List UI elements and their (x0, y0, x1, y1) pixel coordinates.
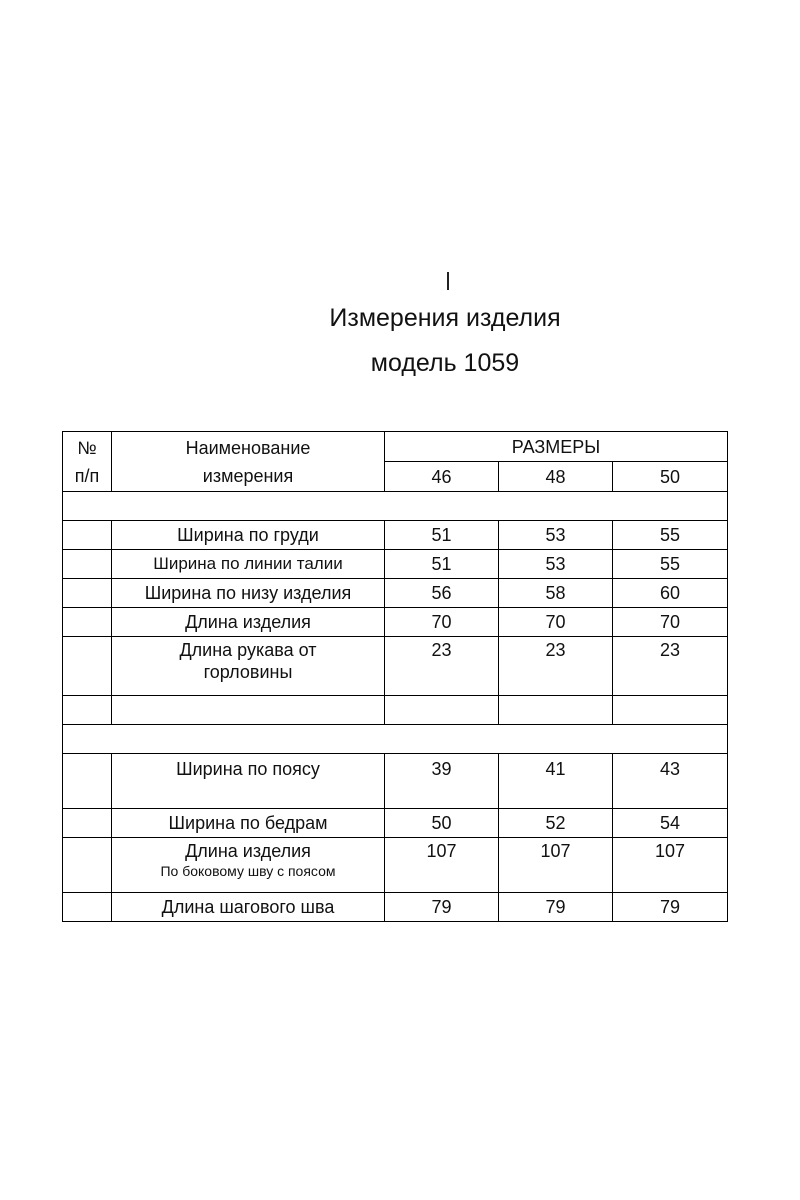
section-divider-row (63, 492, 728, 521)
empty-row (63, 696, 728, 725)
measure-value: 43 (613, 754, 728, 809)
measure-value: 53 (499, 550, 613, 579)
measure-value: 55 (613, 550, 728, 579)
measure-name: Ширина по груди (112, 521, 385, 550)
measure-name: Ширина по бедрам (112, 809, 385, 838)
measure-value: 60 (613, 579, 728, 608)
measure-name: Длина шагового шва (112, 893, 385, 922)
measure-value: 52 (499, 809, 613, 838)
measure-value: 23 (499, 637, 613, 696)
header-number-line1: № (77, 437, 97, 458)
header-name-cell (112, 432, 385, 492)
header-number-line2: п/п (74, 465, 100, 486)
measure-value: 56 (385, 579, 499, 608)
measure-value: 58 (499, 579, 613, 608)
table-row (63, 838, 728, 893)
measure-value: 70 (385, 608, 499, 637)
measure-value: 51 (385, 550, 499, 579)
measure-name: Ширина по низу изделия (112, 579, 385, 608)
table-row (63, 579, 728, 608)
table-row (63, 893, 728, 922)
section-divider-row (63, 725, 728, 754)
measure-name-note: По боковому шву с поясом (160, 863, 336, 879)
header-sizes-group: РАЗМЕРЫ (385, 432, 728, 462)
measure-value: 53 (499, 521, 613, 550)
measure-name: Ширина по поясу (112, 754, 385, 809)
measure-value: 70 (499, 608, 613, 637)
measure-name: Ширина по линии талии (112, 550, 385, 579)
measure-value: 107 (499, 838, 613, 893)
document-title: Измерения изделия (329, 304, 561, 332)
measure-value: 39 (385, 754, 499, 809)
measure-value: 79 (385, 893, 499, 922)
measure-value: 41 (499, 754, 613, 809)
measure-value: 51 (385, 521, 499, 550)
measure-value: 107 (613, 838, 728, 893)
measure-name (112, 838, 385, 893)
table-row (63, 550, 728, 579)
header-number-cell (63, 432, 112, 492)
table-row (63, 809, 728, 838)
header-size-50: 50 (613, 462, 728, 492)
measure-value: 54 (613, 809, 728, 838)
measure-name-main: Длина изделия (185, 841, 311, 861)
measure-name: Длина изделия (112, 608, 385, 637)
measurements-table (62, 431, 728, 922)
measure-value: 50 (385, 809, 499, 838)
header-row-top (63, 432, 728, 462)
measure-value: 70 (613, 608, 728, 637)
table-row (63, 608, 728, 637)
table-row (63, 637, 728, 696)
header-name-line1: Наименование (185, 437, 311, 458)
header-name-line2: измерения (202, 465, 294, 486)
measure-name-line2: горловины (203, 662, 293, 682)
header-size-48: 48 (499, 462, 613, 492)
measure-name-line1: Длина рукава от (179, 640, 317, 660)
model-subtitle: модель 1059 (370, 349, 520, 377)
text-cursor-mark (447, 272, 449, 290)
table-row (63, 521, 728, 550)
table-row (63, 754, 728, 809)
measure-value: 79 (613, 893, 728, 922)
measure-value: 55 (613, 521, 728, 550)
measure-value: 23 (613, 637, 728, 696)
measure-value: 107 (385, 838, 499, 893)
measure-value: 79 (499, 893, 613, 922)
header-size-46: 46 (385, 462, 499, 492)
measure-name (112, 637, 385, 696)
measure-value: 23 (385, 637, 499, 696)
